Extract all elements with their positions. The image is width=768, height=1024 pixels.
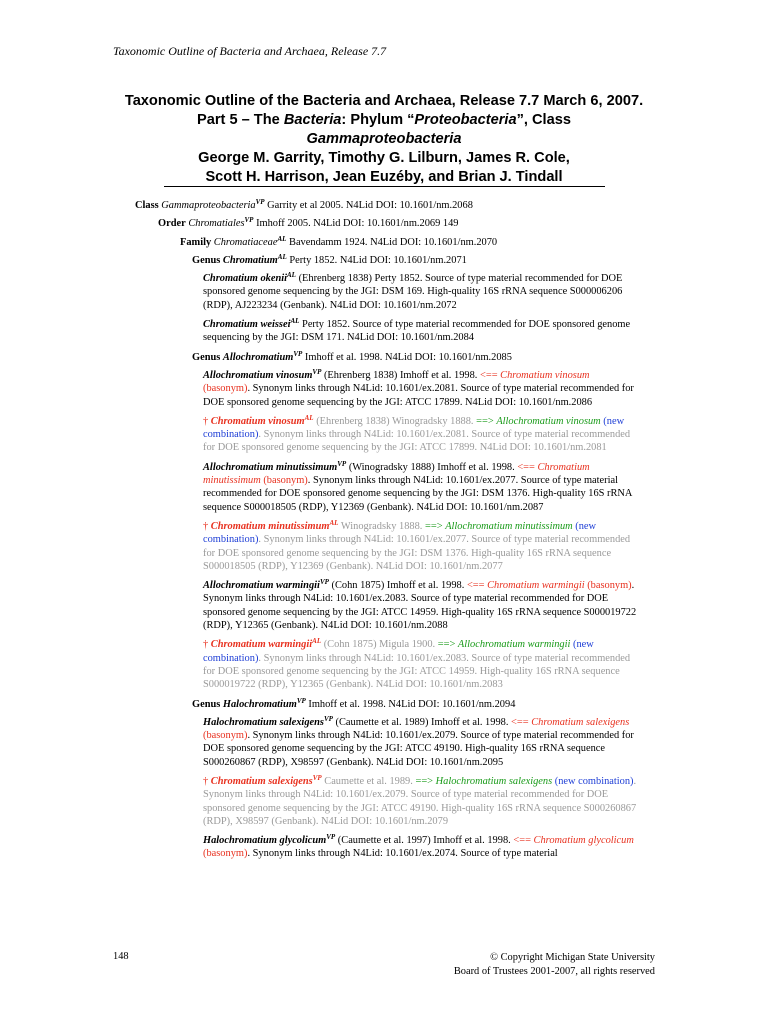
species-citation: (Caumette et al. 1989) Imhoff et al. 1998. <box>332 716 512 728</box>
species-name: Chromatium okenii <box>203 273 288 285</box>
species-name: Allochromatium vinosum <box>203 369 313 381</box>
basonym-name: Chromatium minutissimum <box>203 461 590 487</box>
synonym-entry-vinosum <box>203 415 639 455</box>
title-text-italic: Bacteria <box>283 112 342 128</box>
species-name: Halochromatium salexigens <box>203 716 324 728</box>
taxon-name: Gammaproteobacteria <box>161 200 256 211</box>
title-text: ”, Class <box>516 112 571 128</box>
synonym-arrow: ==> <box>425 520 446 532</box>
synonym-target: Allochromatium minutissimum <box>445 520 573 532</box>
species-citation: (Winogradsky 1888) Imhoff et al. 1998. <box>346 461 518 473</box>
status-sup: AL <box>277 234 287 243</box>
species-name: Halochromatium glycolicum <box>203 835 327 847</box>
species-name: Chromatium weissei <box>203 319 291 331</box>
authors-line-1: George M. Garrity, Timothy G. Lilburn, James R. Cole, <box>198 150 570 166</box>
synonym-target: Halochromatium salexigens <box>435 775 553 787</box>
synonym-description: . Synonym links through N4Lid: 10.1601/ex.2083. Source of type material recommended for DOE sponsored genome sequencing by the JGI: ATCC 14959. High-quality 16S rRNA sequence S000019722 (RDP), Y12365 (Genbank). N4Lid DOI: 10.1601/nm.2083 <box>203 652 631 691</box>
copyright-notice <box>454 951 655 979</box>
dagger-mark: † <box>203 639 211 651</box>
species-description: . Synonym links through N4Lid: 10.1601/ex.2083. Source of type material recommended for DOE sponsored genome sequencing by the JGI: ATCC 14959. High-quality 16S rRNA sequence S000019722 (RDP), Y12365 (Genbank). N4Lid DOI: 10.1601/nm.2088 <box>203 580 637 632</box>
basonym-name: Chromatium vinosum <box>500 369 590 381</box>
synonym-name: Chromatium salexigens <box>210 775 313 787</box>
rank-label: Genus <box>192 254 221 266</box>
species-entry-minutissimum <box>203 461 639 514</box>
dagger-mark: † <box>203 520 211 532</box>
taxon-name: Halochromatium <box>222 698 297 710</box>
basonym-arrow: <== <box>513 835 534 847</box>
rank-citation: Imhoff et al. 1998. N4Lid DOI: 10.1601/nm.2085 <box>302 351 512 363</box>
synonym-target: Allochromatium vinosum <box>496 415 601 427</box>
basonym-arrow: <== <box>479 369 501 381</box>
species-citation: (Ehrenberg 1838) Imhoff et al. 1998. <box>321 369 480 381</box>
combination-tag: (new combination) <box>203 520 597 546</box>
status-sup: VP <box>337 459 347 468</box>
taxon-name: Chromatiales <box>188 218 245 230</box>
basonym-tag: (basonym) <box>203 383 248 395</box>
species-description: Perty 1852. Source of type material recommended for DOE sponsored genome sequencing by the JGI: DSM 171. N4Lid DOI: 10.1601/nm.2084 <box>203 319 631 344</box>
synonym-citation: (Ehrenberg 1838) Winogradsky 1888. <box>313 415 477 427</box>
taxon-name: Chromatiaceae <box>213 236 278 248</box>
rank-genus-halochromatium <box>192 698 768 711</box>
synonym-name: Chromatium vinosum <box>210 415 305 427</box>
rank-label: Genus <box>192 698 221 710</box>
status-sup: AL <box>290 317 300 326</box>
rank-label: Family <box>180 236 212 248</box>
title-line-2 <box>100 111 668 130</box>
rank-order <box>158 217 768 230</box>
status-sup: VP <box>326 833 336 842</box>
page-number: 148 <box>113 951 129 962</box>
status-sup: VP <box>296 696 306 705</box>
combination-tag: (new combination) <box>552 775 634 787</box>
synonym-description: . Synonym links through N4Lid: 10.1601/ex.2077. Source of type material recommended for DOE sponsored genome sequencing by the JGI: DSM 1376. High-quality 16S rRNA sequence S000018505 (RDP), Y12369 (Genbank). N4Lid DOI: 10.1601/nm.2077 <box>203 534 631 572</box>
rank-citation: Bavendamm 1924. N4Lid DOI: 10.1601/nm.2070 <box>286 236 498 248</box>
species-description: . Synonym links through N4Lid: 10.1601/ex.2077. Source of type material recommended for DOE sponsored genome sequencing by the JGI: DSM 1376. High-quality 16S rRNA sequence S000018505 (RDP), Y12369 (Genbank). N4Lid DOI: 10.1601/nm.2087 <box>203 475 632 513</box>
basonym-arrow: <== <box>517 461 538 473</box>
rank-citation: Garrity et al 2005. N4Lid DOI: 10.1601/nm.2068 <box>264 200 473 211</box>
species-entry-vinosum <box>203 369 639 409</box>
status-sup: VP <box>312 773 322 782</box>
species-description: (Ehrenberg 1838) Perty 1852. Source of type material recommended for DOE sponsored genome sequencing by the JGI: DSM 169. High-quality 16S rRNA sequence S000006206 (RDP), AJ223234 (Genbank). N4Lid DOI: 10.1601/nm.2072 <box>203 273 623 311</box>
species-entry-weissei <box>203 318 639 345</box>
species-description: . Synonym links through N4Lid: 10.1601/ex.2081. Source of type material recommended for DOE sponsored genome sequencing by the JGI: ATCC 17899. N4Lid DOI: 10.1601/nm.2086 <box>203 383 634 408</box>
synonym-arrow: ==> <box>415 775 436 787</box>
basonym-tag: (basonym) <box>260 475 308 487</box>
synonym-arrow: ==> <box>437 639 458 651</box>
taxon-name: Allochromatium <box>222 351 294 363</box>
synonym-description: . Synonym links through N4Lid: 10.1601/ex.2081. Source of type material recommended for DOE sponsored genome sequencing by the JGI: ATCC 17899. N4Lid DOI: 10.1601/nm.2081 <box>203 429 631 454</box>
combination-tag: (new combination) <box>203 415 625 441</box>
copyright-line-2: Board of Trustees 2001-2007, all rights reserved <box>453 966 655 977</box>
running-head: Taxonomic Outline of Bacteria and Archaea, Release 7.7 <box>113 44 387 58</box>
rank-genus-allochromatium <box>192 351 768 364</box>
authors-line-2: Scott H. Harrison, Jean Euzéby, and Brian J. Tindall <box>205 169 563 185</box>
status-sup: VP <box>244 216 254 225</box>
species-entry-warmingii <box>203 579 639 632</box>
document-title <box>100 92 668 187</box>
status-sup: VP <box>323 714 333 723</box>
status-sup: AL <box>277 252 287 261</box>
basonym-name: Chromatium salexigens <box>531 716 630 728</box>
status-sup: AL <box>312 637 322 646</box>
taxon-name: Chromatium <box>222 254 278 266</box>
basonym-tag: (basonym) <box>203 730 248 742</box>
status-sup: AL <box>287 271 296 280</box>
basonym-name: Chromatium glycolicum <box>533 835 634 847</box>
basonym-arrow: <== <box>466 580 488 592</box>
synonym-citation: Caumette et al. 1989. <box>321 775 416 787</box>
dagger-mark: † <box>203 415 211 427</box>
basonym-tag: (basonym) <box>584 580 632 592</box>
rank-label: Order <box>158 218 186 230</box>
title-text: Part 5 – The <box>197 112 284 128</box>
species-entry-okenii <box>203 272 639 312</box>
combination-tag: (new combination) <box>203 639 594 664</box>
synonym-arrow: ==> <box>476 415 497 427</box>
species-citation: (Caumette et al. 1997) Imhoff et al. 1998. <box>335 835 514 847</box>
title-line-1: Taxonomic Outline of the Bacteria and Archaea, Release 7.7 March 6, 2007. <box>124 93 644 109</box>
synonym-entry-salexigens <box>203 775 639 828</box>
species-citation: (Cohn 1875) Imhoff et al. 1998. <box>328 580 467 592</box>
status-sup: VP <box>293 349 303 358</box>
status-sup: AL <box>329 518 339 527</box>
taxonomy-content <box>0 199 768 867</box>
rank-label: Class <box>135 200 159 211</box>
title-rule <box>164 186 605 187</box>
status-sup: VP <box>255 198 265 206</box>
title-text-italic: Proteobacteria <box>414 112 517 128</box>
species-description: . Synonym links through N4Lid: 10.1601/ex.2079. Source of type material recommended for DOE sponsored genome sequencing by the JGI: ATCC 49190. High-quality 16S rRNA sequence S000260867 (RDP), X98597 (Genbank). N4Lid DOI: 10.1601/nm.2095 <box>203 730 634 768</box>
rank-family <box>180 236 768 249</box>
status-sup: AL <box>304 413 314 422</box>
species-entry-salexigens <box>203 716 639 769</box>
synonym-citation: Winogradsky 1888. <box>338 520 425 532</box>
species-name: Allochromatium warmingii <box>203 580 320 592</box>
rank-genus-chromatium <box>192 254 768 267</box>
synonym-name: Chromatium warmingii <box>210 639 313 651</box>
rank-citation: Imhoff et al. 1998. N4Lid DOI: 10.1601/nm.2094 <box>305 698 516 710</box>
rank-label: Genus <box>192 351 221 363</box>
status-sup: VP <box>312 367 322 376</box>
basonym-arrow: <== <box>511 716 532 728</box>
synonym-entry-warmingii <box>203 638 639 691</box>
copyright-line-1: © Copyright Michigan State University <box>490 952 655 963</box>
synonym-target: Allochromatium warmingii <box>457 639 571 651</box>
rank-citation: Perty 1852. N4Lid DOI: 10.1601/nm.2071 <box>286 254 467 266</box>
basonym-name: Chromatium warmingii <box>487 580 585 592</box>
species-entry-glycolicum <box>203 834 639 861</box>
dagger-mark: † <box>203 775 211 787</box>
title-line-3: Gammaproteobacteria <box>306 131 462 147</box>
synonym-entry-minutissimum <box>203 520 639 573</box>
status-sup: VP <box>319 578 329 587</box>
title-text: : Phylum “ <box>341 112 415 128</box>
synonym-citation: (Cohn 1875) Migula 1900. <box>321 639 438 651</box>
basonym-tag: (basonym) <box>203 848 248 860</box>
synonym-name: Chromatium minutissimum <box>210 520 330 532</box>
rank-class <box>135 199 768 212</box>
synonym-description: . Synonym links through N4Lid: 10.1601/ex.2079. Source of type material recommended for DOE sponsored genome sequencing by the JGI: ATCC 49190. High-quality 16S rRNA sequence S000260867 (RDP), X98597 (Genbank). N4Lid DOI: 10.1601/nm.2079 <box>203 775 637 827</box>
rank-citation: Imhoff 2005. N4Lid DOI: 10.1601/nm.2069 149 <box>253 218 459 230</box>
species-description: . Synonym links through N4Lid: 10.1601/ex.2074. Source of type material <box>247 848 558 860</box>
species-name: Allochromatium minutissimum <box>203 461 338 473</box>
